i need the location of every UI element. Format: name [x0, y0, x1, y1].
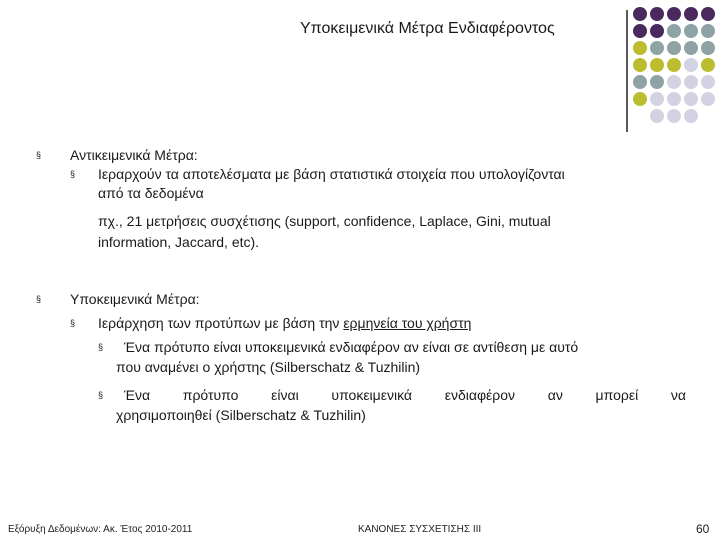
decor-dot [667, 75, 681, 89]
decor-dot [633, 58, 647, 72]
decor-dot [667, 92, 681, 106]
decor-dot [633, 24, 647, 38]
decor-dot [633, 92, 647, 106]
subitem2-line1: Ένα πρότυπο είναι υποκειμενικά ενδιαφέρον αν μπορεί να [124, 387, 686, 403]
subitem1-line1: Ένα πρότυπο είναι υποκειμενικά ενδιαφέρον αν είναι σε αντίθεση με αυτό [124, 339, 579, 355]
bullet-icon: § [70, 318, 76, 328]
bullet-icon: § [98, 390, 104, 400]
decor-dot [701, 24, 715, 38]
decor-dot [650, 24, 664, 38]
objective-item-line1: Ιεραρχούν τα αποτελέσματα με βάση στατιστικά στοιχεία που υπολογίζονται [98, 166, 565, 182]
slide-title: Υποκειμενικά Μέτρα Ενδιαφέροντος [300, 20, 555, 37]
decor-dot [701, 92, 715, 106]
subitem1-line2: που αναμένει ο χρήστης (Silberschatz & Tuzhilin) [116, 359, 421, 375]
objective-item-line3: πχ., 21 μετρήσεις συσχέτισης (support, confidence, Laplace, Gini, mutual [98, 213, 551, 229]
bullet-icon: § [36, 294, 42, 304]
subjective-item-prefix: Ιεράρχηση των προτύπων με βάση την [98, 315, 344, 331]
objective-item-line4: information, Jaccard, etc). [98, 234, 260, 250]
decor-dot [650, 109, 664, 123]
section-heading-subjective: Υποκειμενικά Μέτρα: [70, 291, 200, 307]
section-heading-objective: Αντικειμενικά Μέτρα: [70, 147, 198, 163]
decor-dot [633, 7, 647, 21]
decor-dot [667, 24, 681, 38]
decor-dot [633, 75, 647, 89]
decor-dot [650, 7, 664, 21]
decor-dot [667, 41, 681, 55]
decor-dot [684, 7, 698, 21]
footer-chapter: ΚΑΝΟΝΕΣ ΣΥΣΧΕΤΙΣΗΣ III [358, 524, 482, 535]
decor-dot [684, 41, 698, 55]
decor-dot [684, 75, 698, 89]
subjective-item-line [98, 314, 471, 333]
decor-dot [667, 58, 681, 72]
subjective-item-underlined: ερμηνεία του χρήστη [343, 315, 472, 331]
page-number: 60 [696, 522, 710, 536]
bullet-icon: § [70, 169, 76, 179]
decor-dot [633, 41, 647, 55]
bullet-icon: § [98, 342, 104, 352]
decor-divider-line [626, 10, 628, 132]
decor-dot [701, 58, 715, 72]
footer-course: Εξόρυξη Δεδομένων: Ακ. Έτος 2010-2011 [8, 524, 193, 535]
decor-dot [667, 7, 681, 21]
decor-dot [650, 75, 664, 89]
decor-dot [667, 109, 681, 123]
decor-dot [650, 92, 664, 106]
decor-dot [701, 75, 715, 89]
decor-dot [684, 58, 698, 72]
decor-dot [701, 7, 715, 21]
decor-dot [684, 92, 698, 106]
decor-dot [701, 41, 715, 55]
bullet-icon: § [36, 150, 42, 160]
decor-dot [650, 58, 664, 72]
subitem2-line2: χρησιμοποιηθεί (Silberschatz & Tuzhilin) [116, 407, 366, 423]
decor-dot-grid [633, 7, 717, 127]
decor-dot [650, 41, 664, 55]
objective-item-line2: από τα δεδομένα [98, 185, 204, 201]
decor-dot [684, 109, 698, 123]
decor-dot [684, 24, 698, 38]
